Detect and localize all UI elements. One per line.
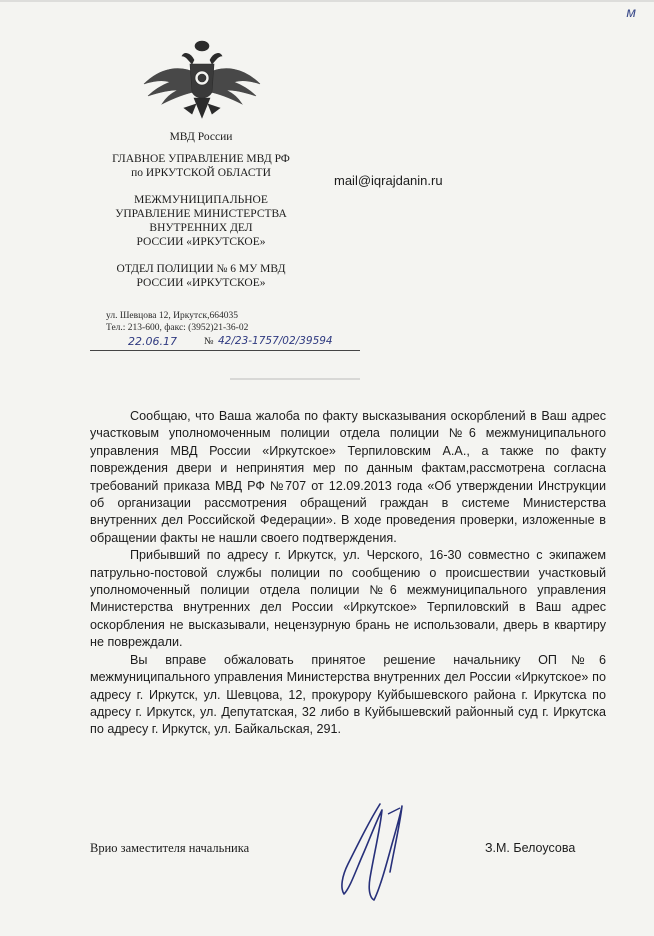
main-department-line2: по ИРКУТСКОЙ ОБЛАСТИ — [131, 167, 271, 179]
mu-line3: ВНУТРЕННИХ ДЕЛ — [149, 222, 253, 234]
sender-header — [86, 130, 316, 290]
letter-body — [90, 408, 606, 739]
double-headed-eagle-emblem-icon — [140, 34, 264, 122]
signatory-title: Врио заместителя начальника — [90, 841, 250, 855]
mu-line1: МЕЖМУНИЦИПАЛЬНОЕ — [134, 194, 268, 206]
mu-line2: УПРАВЛЕНИЕ МИНИСТЕРСТВА — [115, 208, 287, 220]
scan-artifact — [230, 378, 360, 380]
main-department-line1: ГЛАВНОЕ УПРАВЛЕНИЕ МВД РФ — [112, 153, 290, 165]
reference-number-label: № — [204, 336, 214, 347]
body-paragraph-1: Сообщаю, что Ваша жалоба по факту высказывания оскорблений в Ваш адрес участковым уполномоченным полиции отдела полиции №6 межмуниципального управления МВД России «Иркутское» Терпиловским А.А., а также по факту повреждения двери и непринятия мер по данным фактам,рассмотрена согласна требований приказа МВД РФ №707 от 12.09.2013 года «Об утверждении Инструкции об организации рассмотрения обращений граждан в системе Министерства внутренних дел Российской Федерации». В ходе проведения проверки, изложенные в обращении факты не нашли своего подтверждения. — [90, 409, 606, 545]
mu-line4: РОССИИ «ИРКУТСКОЕ» — [136, 236, 266, 248]
reference-date: 22.06.17 — [128, 335, 177, 348]
corner-handwritten-mark: м — [626, 4, 636, 20]
handwritten-signature — [330, 800, 430, 904]
police-department-line1: ОТДЕЛ ПОЛИЦИИ № 6 МУ МВД — [116, 263, 286, 275]
scan-edge — [0, 0, 654, 2]
body-paragraph-3: Вы вправе обжаловать принятое решение начальнику ОП№6 межмуниципального управления Министерства внутренних дел России «Иркутское» по адресу г. Иркутск, ул. Шевцова, 12, прокурору Куйбышевского района г. Иркутска по адресу г. Иркутск, ул. Депутатская, 32 либо в Куйбышевский районный суд г. Иркутска по адресу г. Иркутск, ул. Байкальская, 291. — [90, 652, 606, 737]
police-department-line2: РОССИИ «ИРКУТСКОЕ» — [136, 277, 266, 289]
ministry-name: МВД России — [169, 131, 233, 143]
reference-line — [90, 336, 360, 351]
address-phone: Тел.: 213-600, факс: (3952)21-36-02 — [106, 323, 249, 333]
body-paragraph-2: Прибывший по адресу г. Иркутск, ул. Черского, 16-30 совместно с экипажем патрульно-постовой службы полиции по сообщению о происшествии участковый уполномоченный полиции отдела полиции №6 межмуниципального управления Министерства внутренних дел России «Иркутское» Терпиловский в Ваш адрес оскорбления не высказывали, нецензурную брань не использовали, дверь в квартиру не повреждали. — [90, 548, 606, 650]
sender-address — [106, 310, 248, 334]
reference-number: 42/23-1757/02/39594 — [218, 335, 333, 347]
recipient-email: mail@iqrajdanin.ru — [334, 173, 443, 188]
address-street: ул. Шевцова 12, Иркутск,664035 — [106, 311, 238, 321]
signatory-name: З.М. Белоусова — [485, 841, 576, 855]
